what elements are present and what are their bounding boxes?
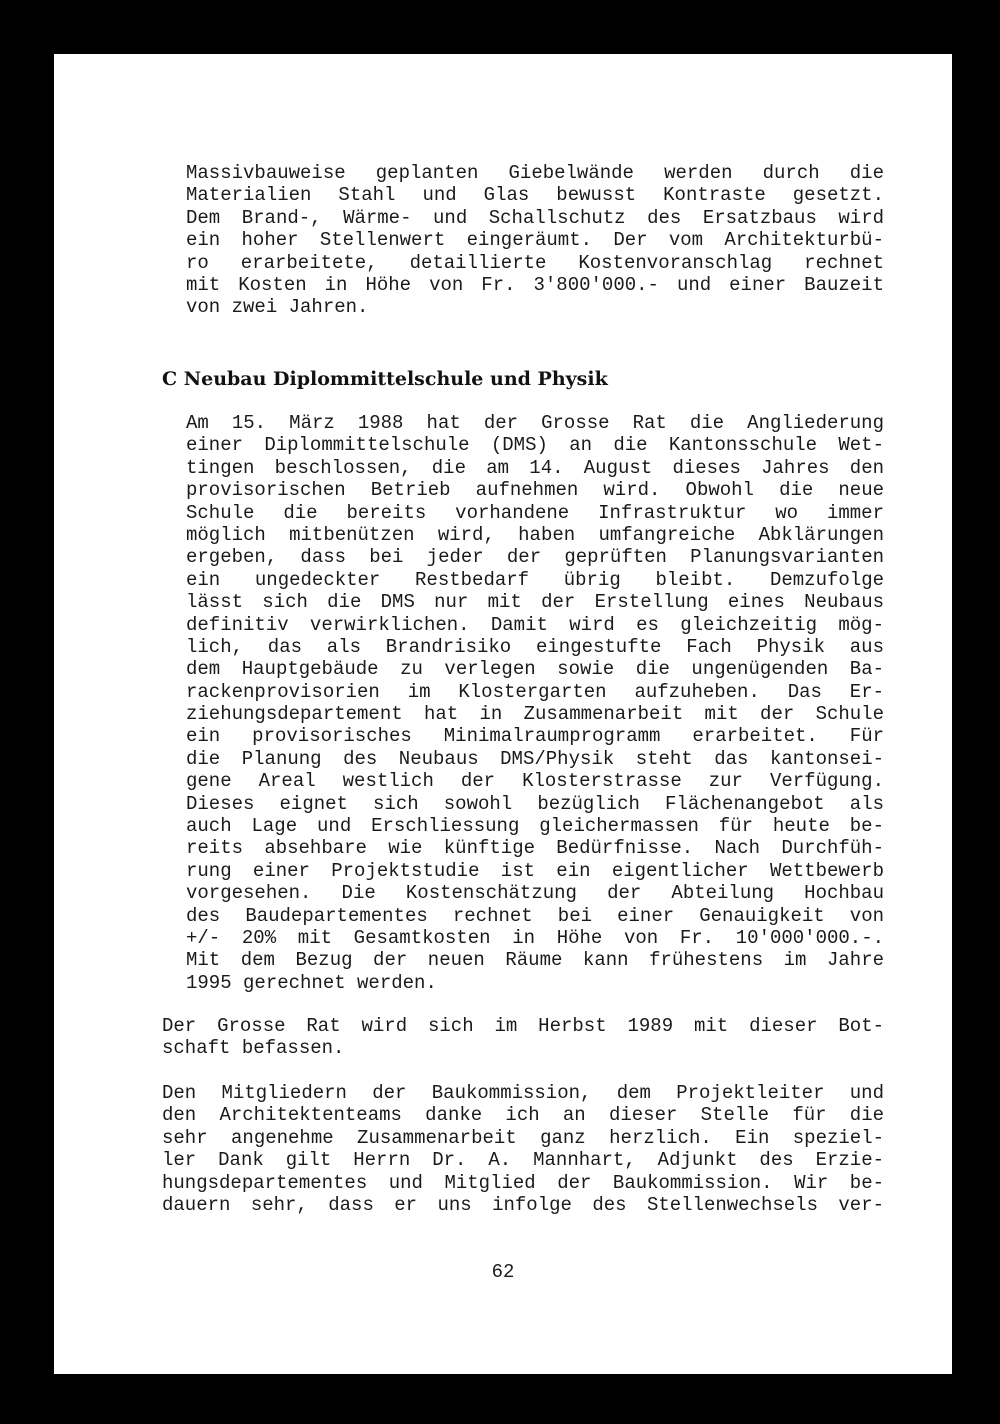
text-line: Mit dem Bezug der neuen Räume kann frühestens im Jahre [186, 949, 884, 972]
paragraph-intro [186, 162, 884, 319]
text-line: von zwei Jahren. [186, 296, 369, 319]
text-line: Den Mitgliedern der Baukommission, dem Projektleiter und [162, 1082, 884, 1104]
text-line: ler Dank gilt Herrn Dr. A. Mannhart, Adjunkt des Erzie- [162, 1149, 884, 1172]
text-line: ein provisorisches Minimalraumprogramm erarbeitet. Für [186, 725, 884, 748]
text-line: vorgesehen. Die Kostenschätzung der Abteilung Hochbau [186, 882, 884, 905]
text-line: Am 15. März 1988 hat der Grosse Rat die Angliederung [186, 412, 884, 434]
text-line: definitiv verwirklichen. Damit wird es gleichzeitig mög- [186, 613, 884, 636]
paragraph-grosser-rat [162, 1015, 884, 1060]
text-line: des Baudepartementes rechnet bei einer Genauigkeit von [186, 904, 884, 927]
text-line: einer Diplommittelschule (DMS) an die Kantonsschule Wet- [186, 434, 884, 457]
text-line: Schule die bereits vorhandene Infrastruktur wo immer [186, 501, 884, 524]
section-heading: C Neubau Diplommittelschule und Physik [162, 368, 608, 390]
page-number: 62 [491, 1261, 515, 1283]
text-line: +/- 20% mit Gesamtkosten in Höhe von Fr. 10'000'000.-. [186, 926, 884, 949]
text-line: schaft befassen. [162, 1037, 345, 1060]
text-line: gene Areal westlich der Klosterstrasse zur Verfügung. [186, 770, 884, 793]
text-line: Massivbauweise geplanten Giebelwände werden durch die [186, 162, 884, 184]
text-line: Materialien Stahl und Glas bewusst Kontraste gesetzt. [186, 184, 884, 207]
text-line: sehr angenehme Zusammenarbeit ganz herzlich. Ein speziel- [162, 1126, 884, 1149]
text-line: die Planung des Neubaus DMS/Physik steht das kantonsei- [186, 747, 884, 770]
text-line: den Architektenteams danke ich an dieser Stelle für die [162, 1104, 884, 1127]
text-line: dem Hauptgebäude zu verlegen sowie die ungenügenden Ba- [186, 658, 884, 681]
text-line: Der Grosse Rat wird sich im Herbst 1989 mit dieser Bot- [162, 1015, 884, 1037]
text-line: dauern sehr, dass er uns infolge des Stellenwechsels ver- [162, 1193, 884, 1216]
text-line: auch Lage und Erschliessung gleichermassen für heute be- [186, 815, 884, 838]
text-line: ein ungedeckter Restbedarf übrig bleibt. Demzufolge [186, 568, 884, 591]
text-line: hungsdepartementes und Mitglied der Baukommission. Wir be- [162, 1171, 884, 1194]
text-line: reits absehbare wie künftige Bedürfnisse. Nach Durchfüh- [186, 837, 884, 860]
text-line: Dieses eignet sich sowohl bezüglich Flächenangebot als [186, 792, 884, 815]
text-line: 1995 gerechnet werden. [186, 971, 437, 994]
text-line: ro erarbeitete, detaillierte Kostenvoranschlag rechnet [186, 251, 884, 274]
text-line: ergeben, dass bei jeder der geprüften Planungsvarianten [186, 546, 884, 569]
document-page [54, 54, 952, 1374]
text-line: ziehungsdepartement hat in Zusammenarbeit mit der Schule [186, 703, 884, 726]
text-line: mit Kosten in Höhe von Fr. 3'800'000.- und einer Bauzeit [186, 273, 884, 296]
text-line: rackenprovisorien im Klostergarten aufzuheben. Das Er- [186, 680, 884, 703]
text-line: rung einer Projektstudie ist ein eigentlicher Wettbewerb [186, 859, 884, 882]
text-line: lich, das als Brandrisiko eingestufte Fach Physik aus [186, 635, 884, 658]
text-line: ein hoher Stellenwert eingeräumt. Der vom Architekturbü- [186, 229, 884, 252]
paragraph-thanks [162, 1082, 884, 1216]
text-line: provisorischen Betrieb aufnehmen wird. Obwohl die neue [186, 479, 884, 502]
paragraph-dms [186, 412, 884, 994]
text-line: möglich mitbenützen wird, haben umfangreiche Abklärungen [186, 523, 884, 546]
text-line: Dem Brand-, Wärme- und Schallschutz des Ersatzbaus wird [186, 206, 884, 229]
text-line: lässt sich die DMS nur mit der Erstellung eines Neubaus [186, 591, 884, 614]
text-line: tingen beschlossen, die am 14. August dieses Jahres den [186, 456, 884, 479]
